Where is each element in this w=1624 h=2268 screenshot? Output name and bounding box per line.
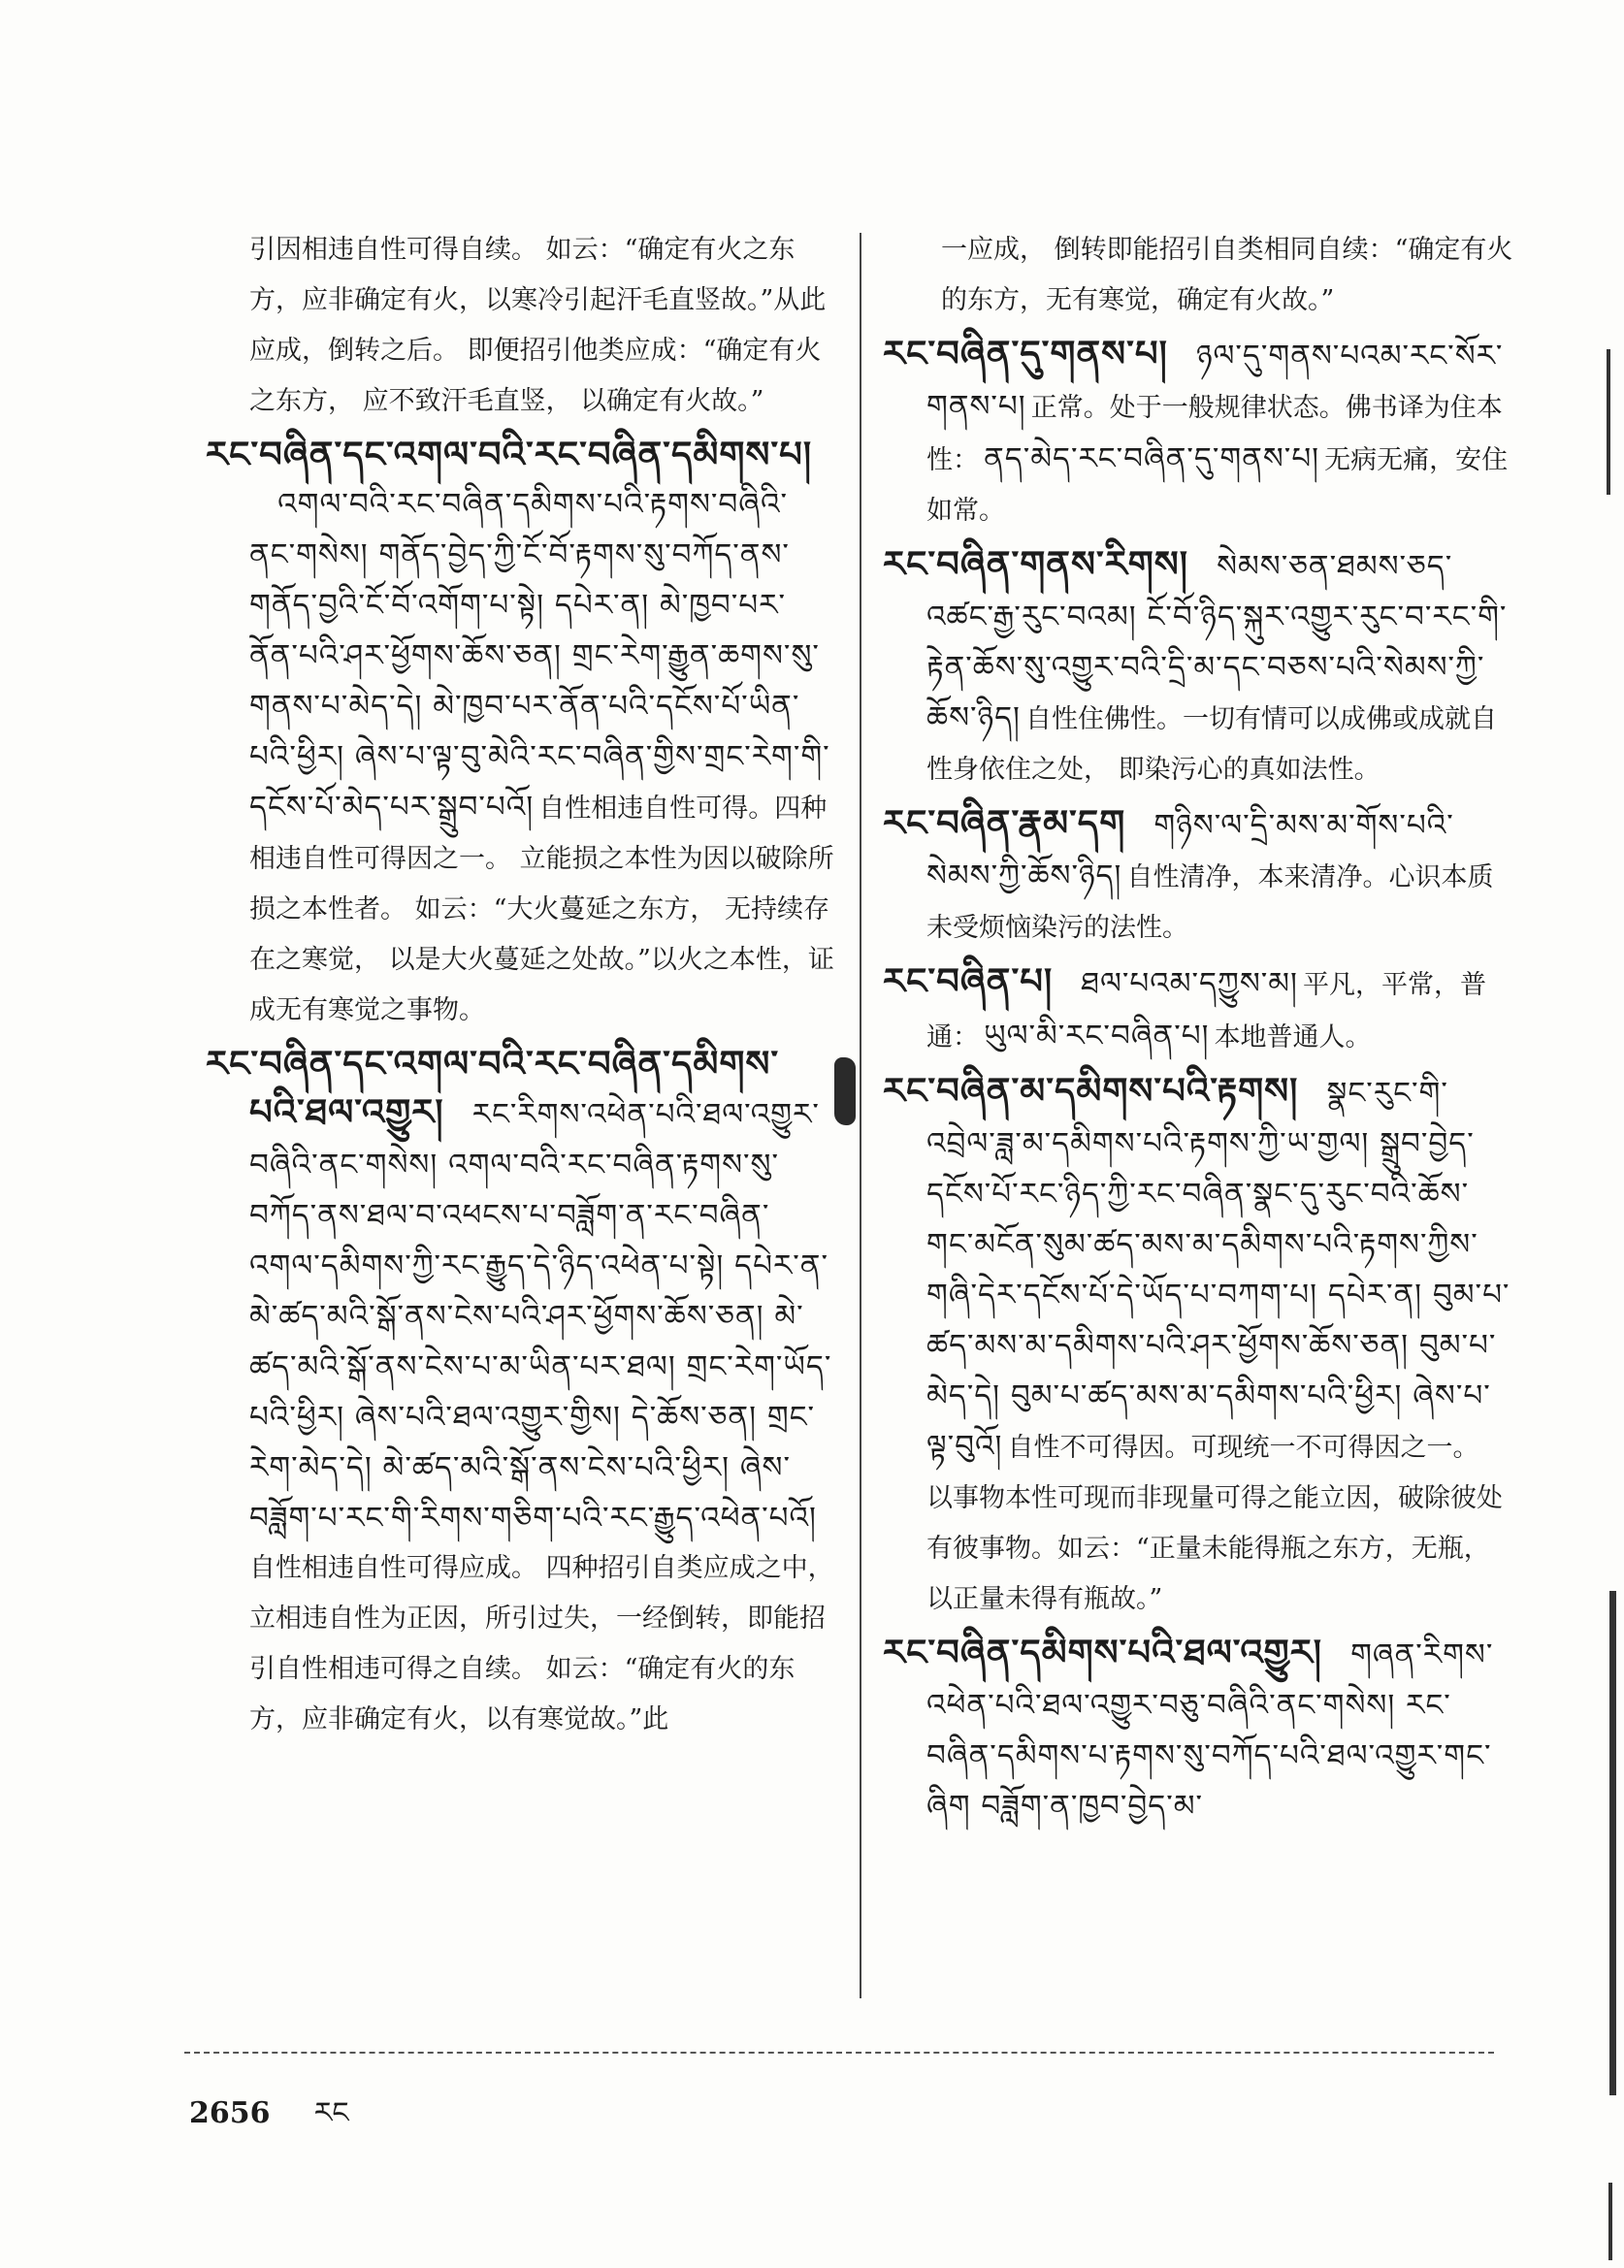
chinese-definition: 自性清净，本来清净。心识本质未受烦恼染污的法性。 [926,862,1494,943]
edge-mark [1609,1591,1616,2095]
tibetan-definition: ཉལ་དུ་གནས་པའམ་རང་སོར་གནས་པ། [926,339,1504,424]
continuation-text-right [883,225,1513,326]
dictionary-entry [189,1040,834,1745]
entry-headword: རང་བཞིན་རྣམ་དག [883,802,1126,844]
chinese-definition: 自性相违自性可得。四种相违自性可得因之一。 立能损之本性为因以破除所损之本性者。 如云：“大火蔓延之东方， 无持续存在之寒觉， 以是大火蔓延之处故。”以火之本性，证成无有寒觉之事物。 [249,794,834,1025]
tibetan-example: ཡུལ་མི་རང་བཞིན་པ། [984,1019,1210,1053]
entry-headword: རང་བཞིན་དུ་གནས་པ། [883,333,1168,374]
entry-headword: རང་བཞིན་མ་དམིགས་པའི་རྟགས། [883,1070,1299,1112]
chinese-definition: 自性住佛性。一切有情可以成佛或成就自性身依住之处， 即染污心的真如法性。 [926,704,1498,785]
page-footer [189,2081,349,2162]
tibetan-definition: གཞན་རིགས་འཕེན་པའི་ཐལ་འགྱུར་བཅུ་བཞིའི་ནང་གསེས། རང་བཞིན་དམིགས་པ་རྟགས་སུ་བཀོད་པའི་ཐལ་འགྱུར་གང་ཞིག བཟློག་ན་ཁྱབ་བྱེད་མ་ [926,1637,1494,1824]
page-number: 2656 [189,2096,271,2130]
dictionary-entry [883,799,1513,954]
running-head: རང [313,2096,349,2130]
tibetan-definition: འགལ་བའི་རང་བཞིན་དམིགས་པའི་རྟགས་བཞིའི་ནང་གསེས། གནོད་བྱེད་ཀྱི་ངོ་བོ་རྟགས་སུ་བཀོད་ནས་གནོད་བྱའི་ངོ་བོ་འགོག་པ་སྟེ། དཔེར་ན། མེ་ཁྱབ་པར་ནོན་པའི་ཤར་ཕྱོགས་ཆོས་ཅན། གྲང་རེག་རྒྱུན་ཆགས་སུ་གནས་པ་མེད་དེ། མེ་ཁྱབ་པར་ནོན་པའི་དངོས་པོ་ཡིན་པའི་ཕྱིར། ཞེས་པ་ལྟ་བུ་མེའི་རང་བཞིན་གྱིས་གྲང་རེག་གི་དངོས་པོ་མེད་པར་སྒྲུབ་པའོ། [249,487,830,825]
left-column [189,225,834,1749]
scan-edge-marks [1585,0,1624,2268]
dictionary-entry [883,1067,1513,1625]
chinese-definition: 平凡，平常，普通： [926,970,1487,1053]
chinese-definition: 一应成， 倒转即能招引自类相同自续：“确定有火的东方，无有寒觉，确定有火故。” [941,235,1513,315]
chinese-definition: 自性不可得因。可现统一不可得因之一。 以事物本性可现而非现量可得之能立因，破除彼处有彼事物。如云：“正量未能得瓶之东方，无瓶，以正量未得有瓶故。” [926,1433,1503,1614]
column-divider [860,233,861,1998]
tibetan-definition: སེམས་ཅན་ཐམས་ཅད་འཚང་རྒྱ་རུང་བའམ། ངོ་བོ་ཉིད་སྐུར་འགྱུར་རུང་བ་རང་གི་རྟེན་ཆོས་སུ་འགྱུར་བའི་དྲི་མ་དང་བཅས་པའི་སེམས་ཀྱི་ཆོས་ཉིད། [926,549,1508,735]
chinese-example: 本地普通人。 [1214,1022,1372,1053]
chinese-definition: 引因相违自性可得自续。 如云：“确定有火之东方，应非确定有火，以寒冷引起汗毛直竖故。”从此应成，倒转之后。 即便招引他类应成：“确定有火之东方， 应不致汗毛直竖， 以确定有火故。” [249,235,827,416]
dictionary-entry [883,1629,1513,1831]
dictionary-entry [883,957,1513,1063]
dictionary-entry [189,431,834,1036]
tibetan-definition: ཐལ་པའམ་དཀྱུས་མ། [1081,966,1298,1001]
edge-mark [1607,349,1610,495]
chinese-definition: 自性相违自性可得应成。 四种招引自类应成之中，立相违自性为正因，所引过失，一经倒转，即能招引自性相违可得之自续。 如云：“确定有火的东方，应非确定有火，以有寒觉故。”此 [249,1553,834,1734]
right-column [883,225,1513,1835]
tibetan-example: ནད་མེད་རང་བཞིན་དུ་གནས་པ། [984,441,1320,476]
chinese-example: 无病无痛，安住如常。 [926,445,1509,526]
entry-headword: རང་བཞིན་པ། [883,960,1054,1002]
entry-headword: རང་བཞིན་དང་འགལ་བའི་རང་བཞིན་དམིགས་པའི་ཐལ་འགྱུར། [206,1043,780,1133]
tibetan-definition: སྣང་རུང་གི་འབྲེལ་ཟླ་མ་དམིགས་པའི་རྟགས་ཀྱི་ཡ་གྱལ། སྒྲུབ་བྱེད་དངོས་པོ་རང་ཉིད་ཀྱི་རང་བཞིན་སྣང་དུ་རུང་བའི་ཆོས་གང་མངོན་སུམ་ཚད་མས་མ་དམིགས་པའི་རྟགས་ཀྱིས་གཞི་དེར་དངོས་པོ་དེ་ཡོད་པ་བཀག་པ། དཔེར་ན། བུམ་པ་ཚད་མས་མ་དམིགས་པའི་ཤར་ཕྱོགས་ཆོས་ཅན། བུམ་པ་མེད་དེ། བུམ་པ་ཚད་མས་མ་དམིགས་པའི་ཕྱིར། ཞེས་པ་ལྟ་བུའོ། [926,1076,1510,1464]
entry-headword: རང་བཞིན་གནས་རིགས། [883,543,1188,585]
tibetan-definition: གཉིས་ལ་དྲི་མས་མ་གོས་པའི་སེམས་ཀྱི་ཆོས་ཉིད། [926,808,1454,893]
footer-rule [184,2052,1494,2054]
edge-mark [1608,2183,1612,2260]
dictionary-entry [883,540,1513,795]
continuation-text-left [189,225,834,427]
chinese-definition: 正常。处于一般规律状态。佛书译为住本性： [926,393,1503,475]
ink-blot [834,1057,856,1125]
tibetan-definition: རང་རིགས་འཕེན་པའི་ཐལ་འགྱུར་བཞིའི་ནང་གསེས། འགལ་བའི་རང་བཞིན་རྟགས་སུ་བཀོད་ནས་ཐལ་བ་འཕངས་པ་བཟློག་ན་རང་བཞིན་འགལ་དམིགས་ཀྱི་རང་རྒྱུད་དེ་ཉིད་འཕེན་པ་སྟེ། དཔེར་ན་མེ་ཚད་མའི་སྒོ་ནས་ངེས་པའི་ཤར་ཕྱོགས་ཆོས་ཅན། མེ་ཚད་མའི་སྒོ་ནས་ངེས་པ་མ་ཡིན་པར་ཐལ། གྲང་རེག་ཡོད་པའི་ཕྱིར། ཞེས་པའི་ཐལ་འགྱུར་གྱིས། དེ་ཆོས་ཅན། གྲང་རེག་མེད་དེ། མེ་ཚད་མའི་སྒོ་ནས་ངེས་པའི་ཕྱིར། ཞེས་བཟློག་པ་རང་གི་རིགས་གཅིག་པའི་རང་རྒྱུད་འཕེན་པའོ། [249,1097,832,1536]
entry-headword: རང་བཞིན་དམིགས་པའི་ཐལ་འགྱུར། [883,1632,1322,1673]
entry-headword: རང་བཞིན་དང་འགལ་བའི་རང་བཞིན་དམིགས་པ། [206,434,813,475]
dictionary-entry [883,330,1513,536]
